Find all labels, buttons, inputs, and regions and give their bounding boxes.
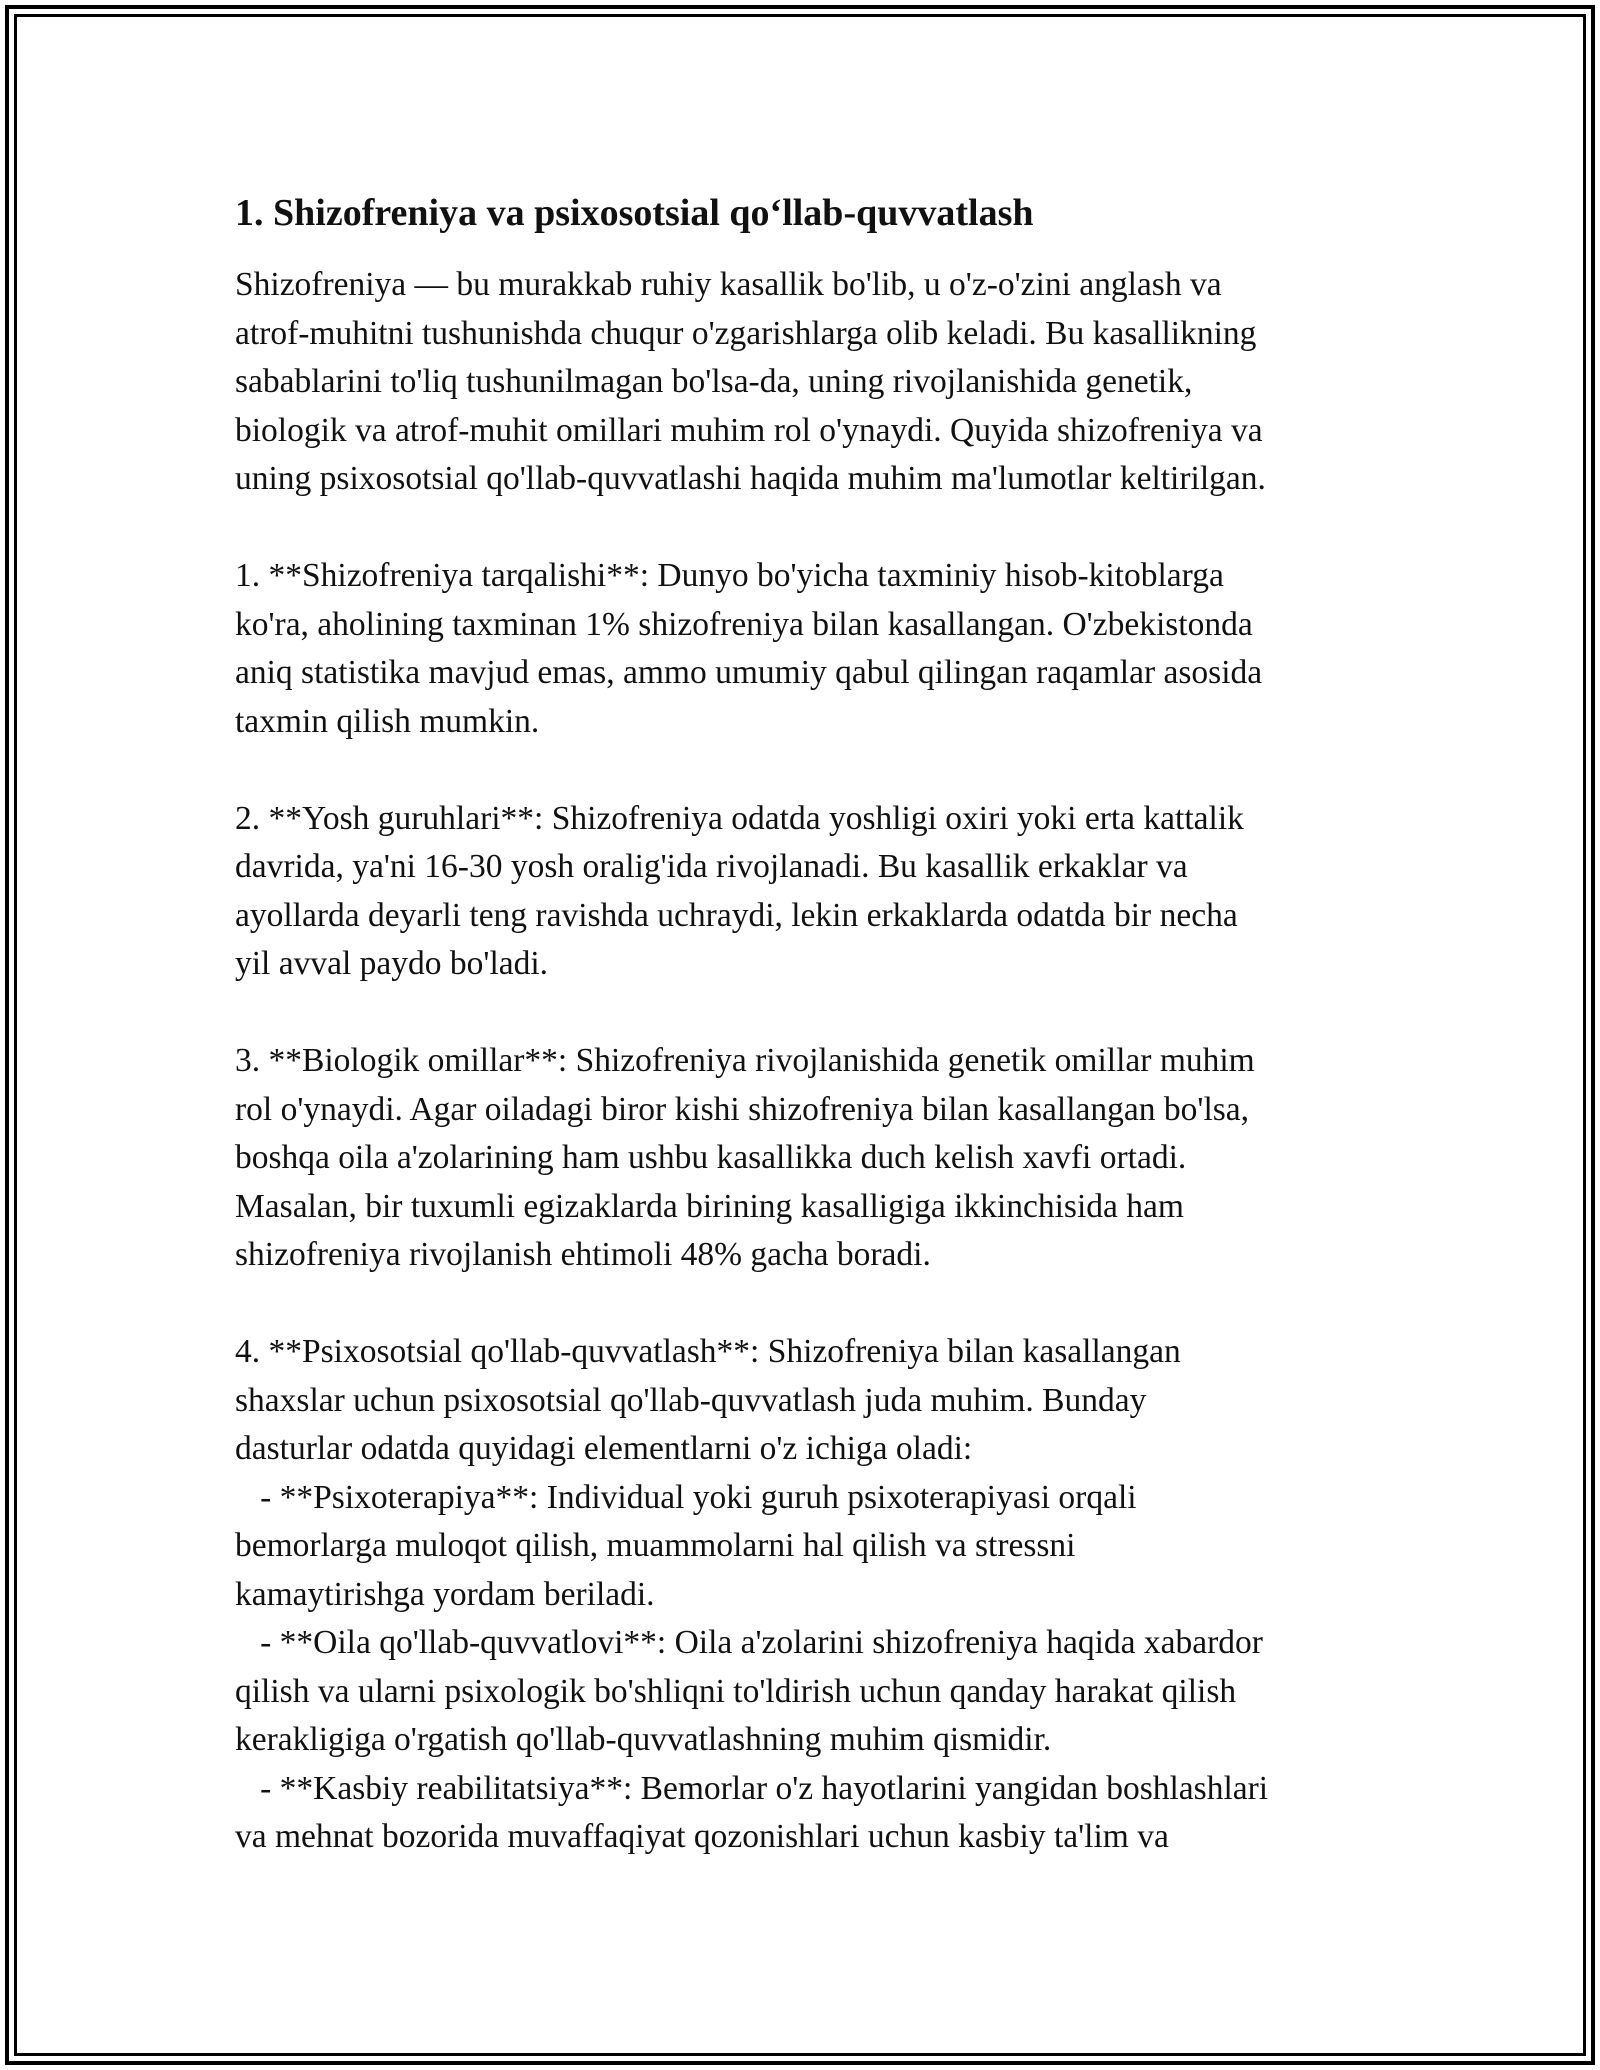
text-line: aniq statistika mavjud emas, ammo umumiy qabul qilingan raqamlar asosida	[235, 654, 1263, 691]
section-age-groups-paragraph	[235, 795, 1385, 989]
text-line: 1. **Shizofreniya tarqalishi**: Dunyo bo'yicha taxminiy hisob-kitoblarga	[235, 557, 1224, 594]
section-biological-factors-paragraph	[235, 1037, 1385, 1280]
text-line: boshqa oila a'zolarining ham ushbu kasallikka duch kelish xavfi ortadi.	[235, 1139, 1187, 1176]
text-line: kamaytirishga yordam beriladi.	[235, 1575, 655, 1613]
text-line: dasturlar odatda quyidagi elementlarni o'z ichiga oladi:	[235, 1430, 973, 1467]
list-item-family-support: - **Oila qo'llab-quvvatlovi**: Oila a'zolarini shizofreniya haqida xabardor	[235, 1624, 1263, 1661]
text-line: atrof-muhitni tushunishda chuqur o'zgarishlarga olib keladi. Bu kasallikning	[235, 314, 1257, 352]
list-item-psychotherapy: - **Psixoterapiya**: Individual yoki guruh psixoterapiyasi orqali	[235, 1478, 1137, 1516]
text-line: kerakligiga o'rgatish qo'llab-quvvatlashning muhim qismidir.	[235, 1721, 1052, 1758]
section-psychosocial-support-paragraph	[235, 1328, 1385, 1862]
text-line: qilish va ularni psixologik bo'shliqni to'ldirish uchun qanday harakat qilish	[235, 1672, 1237, 1710]
text-line: uning psixosotsial qo'llab-quvvatlashi haqida muhim ma'lumotlar keltirilgan.	[235, 460, 1266, 497]
document-body	[235, 185, 1385, 1910]
text-line: bemorlarga muloqot qilish, muammolarni hal qilish va stressni	[235, 1527, 1076, 1564]
list-item-vocational-rehabilitation: - **Kasbiy reabilitatsiya**: Bemorlar o'z hayotlarini yangidan boshlashlari	[235, 1769, 1269, 1807]
text-line: yil avval paydo bo'ladi.	[235, 945, 549, 982]
text-line: va mehnat bozorida muvaffaqiyat qozonishlari uchun kasbiy ta'lim va	[235, 1818, 1169, 1855]
text-line: 3. **Biologik omillar**: Shizofreniya rivojlanishida genetik omillar muhim	[235, 1042, 1255, 1079]
text-line: sabablarini to'liq tushunilmagan bo'lsa-da, uning rivojlanishida genetik,	[235, 363, 1193, 400]
text-line: taxmin qilish mumkin.	[235, 702, 540, 740]
text-line: 4. **Psixosotsial qo'llab-quvvatlash**: Shizofreniya bilan kasallangan	[235, 1333, 1181, 1370]
text-line: shizofreniya rivojlanish ehtimoli 48% gacha boradi.	[235, 1236, 931, 1273]
section-prevalence-paragraph	[235, 552, 1385, 746]
text-line: shaxslar uchun psixosotsial qo'llab-quvvatlash juda muhim. Bunday	[235, 1381, 1147, 1419]
text-line: biologik va atrof-muhit omillari muhim rol o'ynaydi. Quyida shizofreniya va	[235, 411, 1263, 449]
text-line: Masalan, bir tuxumli egizaklarda birining kasalligiga ikkinchisida ham	[235, 1187, 1184, 1225]
text-line: ayollarda deyarli teng ravishda uchraydi, lekin erkaklarda odatda bir necha	[235, 896, 1238, 934]
text-line: rol o'ynaydi. Agar oiladagi biror kishi shizofreniya bilan kasallangan bo'lsa,	[235, 1090, 1250, 1128]
text-line: ko'ra, aholining taxminan 1% shizofreniya bilan kasallangan. O'zbekistonda	[235, 605, 1253, 643]
document-title: 1. Shizofreniya va psixosotsial qo‘llab-quvvatlash	[235, 192, 1034, 234]
intro-paragraph	[235, 261, 1385, 504]
text-line: Shizofreniya — bu murakkab ruhiy kasallik bo'lib, u o'z-o'zini anglash va	[235, 266, 1222, 303]
text-line: 2. **Yosh guruhlari**: Shizofreniya odatda yoshligi oxiri yoki erta kattalik	[235, 799, 1244, 837]
text-line: davrida, ya'ni 16-30 yosh oralig'ida rivojlanadi. Bu kasallik erkaklar va	[235, 848, 1188, 885]
